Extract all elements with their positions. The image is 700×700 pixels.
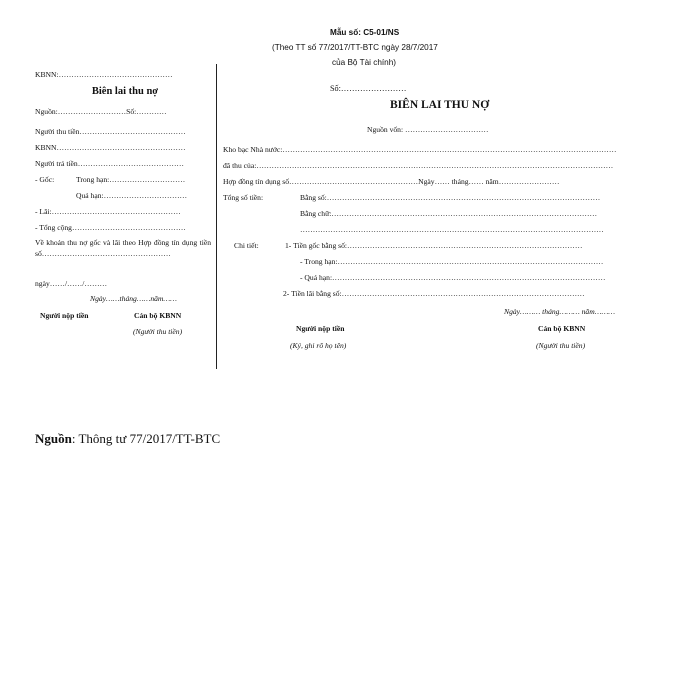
stub-date-line: ngày……/……/……… (35, 279, 108, 288)
stub-interest: - Lãi:…………………………………………… (35, 207, 181, 216)
circular-reference: (Theo TT số 77/2017/TT-BTC ngày 28/7/2017 (272, 43, 438, 52)
ministry-reference: của Bộ Tài chính) (332, 58, 397, 67)
amount-in-words: Bằng chữ:…………………………………………………………………………………………… (300, 209, 598, 218)
stub-collector: Người thu tiền…………………………………… (35, 127, 186, 136)
principal-overdue-line: - Quá hạn:……………………………………………………………………………………………… (300, 273, 606, 282)
interest-line: 2- Tiền lãi bằng số:…………………………………………………………………………………… (283, 289, 585, 298)
stub-principal-on-time: Trong hạn:………………………… (76, 175, 186, 184)
cut-line-divider (216, 64, 217, 369)
stub-source: Nguồn:………………………Số:………… (35, 107, 167, 116)
stub-contract-paragraph: Về khoản thu nợ gốc và lãi theo Hợp đồng tín dụng tiền số…………………………………………… (35, 238, 211, 258)
source-text: : Thông tư 77/2017/TT-BTC (71, 431, 221, 446)
payer-signature-label: Người nộp tiền (296, 324, 345, 333)
capital-source: Nguồn vốn: …………………………… (367, 125, 489, 134)
receipt-serial: Số:…………………… (330, 84, 407, 93)
stub-title: Biên lai thu nợ (91, 86, 159, 97)
total-amount-label: Tổng số tiền: (223, 193, 264, 202)
officer-signature-label: Cán bộ KBNN (538, 324, 586, 333)
stub-kbnn: KBNN…………………………………………… (35, 143, 186, 152)
officer-signature-note: (Người thu tiền) (536, 341, 586, 350)
stub-officer-note: (Người thu tiền) (133, 327, 183, 336)
collected-from-line: đã thu của:…………………………………………………………………………………………………………………………… (223, 161, 614, 170)
amount-blank-line: ………………………………………………………………………………………………………… (300, 225, 604, 234)
amount-in-numbers: Bằng số:……………………………………………………………………………………………… (300, 193, 601, 202)
stub-total: - Tổng cộng……………………………………… (35, 223, 186, 232)
stub-kbnn-top: KBNN:……………………………………… (35, 70, 173, 79)
principal-on-time-line: - Trong hạn:…………………………………………………………………………………………… (300, 257, 604, 266)
treasury-line: Kho bạc Nhà nước:…………………………………………………………………………………………………………………… (223, 145, 617, 154)
stub-payer: Người trả tiền…………………………………… (35, 159, 185, 168)
detail-label: Chi tiết: (234, 241, 259, 250)
receipt-signing-date: Ngày……… tháng……… năm……… (504, 307, 615, 316)
principal-line: 1- Tiền gốc bằng số:………………………………………………………………………………… (285, 241, 583, 250)
stub-principal-label: - Gốc: (35, 175, 55, 184)
payer-signature-note: (Ký, ghi rõ họ tên) (290, 341, 347, 350)
contract-line: Hợp đồng tín dụng số……………………………………………Ngày…… tháng…… năm…………………… (223, 177, 560, 186)
source-citation (35, 431, 220, 447)
stub-principal-overdue: Quá hạn:…………………………… (76, 191, 188, 200)
stub-payer-signature-label: Người nộp tiền (40, 311, 89, 320)
source-label: Nguồn (35, 431, 72, 446)
stub-signing-date: Ngày……tháng……năm…… (90, 294, 177, 303)
form-number: Mẫu số: C5-01/NS (330, 28, 400, 37)
stub-officer-signature-label: Cán bộ KBNN (134, 311, 182, 320)
receipt-title: BIÊN LAI THU NỢ (390, 99, 490, 111)
